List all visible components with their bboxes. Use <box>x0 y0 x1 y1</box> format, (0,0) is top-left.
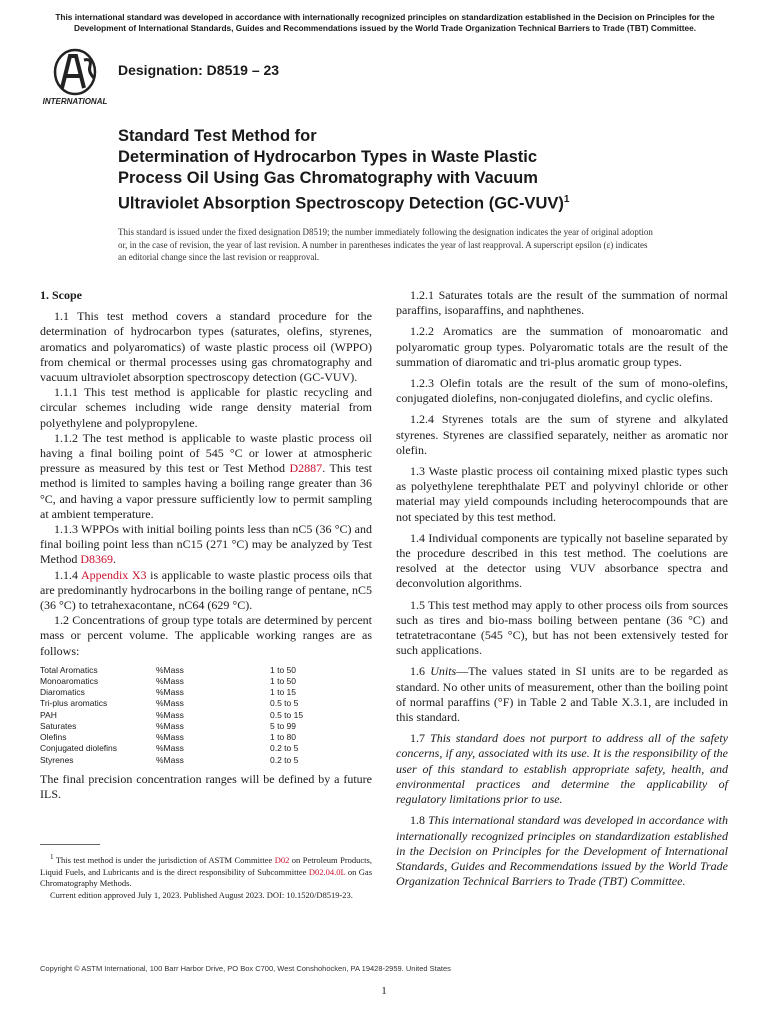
paragraph-1-1-2: 1.1.2 The test method is applicable to waste plastic process oil having a final boiling point of 545 °C or lower at atmospheric pressure as measured by this test or Test Method D2887. This test method is limited to samples having a boiling range greater than 36 °C, and having a vapor pressure sufficiently low to permit sampling at ambient temperature. <box>40 430 372 521</box>
range-row <box>40 732 372 743</box>
link-d02[interactable]: D02 <box>274 854 290 865</box>
paragraph-1-2-3: 1.2.3 Olefin totals are the result of the sum of mono-olefins, conjugated diolefins, non-conjugated diolefins, and cyclic olefins. <box>396 376 728 406</box>
range-unit: %Mass <box>156 687 184 698</box>
copyright-notice: Copyright © ASTM International, 100 Barr Harbor Drive, PO Box C700, West Conshohocken, PA 19428-2959. United States <box>40 964 451 973</box>
paragraph-1-3: 1.3 Waste plastic process oil containing mixed plastic types such as polyethylene terephthalate PET and polyvinyl chloride or other material may yield compounds including heterocompounds that are not speciated by this test method. <box>396 464 728 524</box>
range-value: 0.2 to 5 <box>270 743 299 754</box>
range-name: Conjugated diolefins <box>40 743 118 754</box>
range-value: 0.5 to 5 <box>270 698 299 709</box>
range-name: Tri-plus aromatics <box>40 698 108 709</box>
document-title <box>118 126 658 215</box>
footnote <box>40 852 372 902</box>
designation: Designation: D8519 – 23 <box>118 62 280 78</box>
section-heading-scope: 1. Scope <box>40 288 82 302</box>
astm-international-logo-icon <box>40 48 110 108</box>
title-line-3: Process Oil Using Gas Chromatography with Vacuum <box>118 169 538 187</box>
paragraph-1-2-2: 1.2.2 Aromatics are the summation of monoaromatic and polyaromatic group types. Polyaromatic totals are the result of the summation of diaromatic and tri-plus aromatic group types. <box>396 324 728 369</box>
right-column <box>396 288 728 889</box>
range-row <box>40 710 372 721</box>
paragraph-1-1-4: 1.1.4 Appendix X3 is applicable to waste plastic process oils that are predominantly hydrocarbons in the boiling range of pentane, nC5 (36 °C) to tetrahexacontane, nC64 (629 °C). <box>40 567 372 613</box>
range-unit: %Mass <box>156 709 184 720</box>
range-row <box>40 698 372 709</box>
paragraph-1-2: 1.2 Concentrations of group type totals are determined by percent mass or percent volume. The applicable working ranges are as follows: <box>40 613 372 658</box>
range-row <box>40 687 372 698</box>
range-name: Total Aromatics <box>40 664 98 675</box>
range-value: 0.2 to 5 <box>270 754 299 765</box>
range-value: 5 to 99 <box>270 720 296 731</box>
paragraph-1-5: 1.5 This test method may apply to other process oils from sources such as tires and bio-mass boiling between pentane (36 °C) and tetratetracontane (545 °C), but has not been extensively tested for such applications. <box>396 597 728 658</box>
range-value: 1 to 80 <box>270 732 296 743</box>
header-notice: This international standard was developed in accordance with internationally recognized principles on standardization established in the Decision on Principles for the Development of International Standards, Guides and Recommendations issued by the World Trade Organization Technical Barriers to Trade (TBT) Committee. <box>55 12 715 33</box>
range-unit: %Mass <box>156 732 184 743</box>
footnote-edition: Current edition approved July 1, 2023. Published August 2023. DOI: 10.1520/D8519-23. <box>50 890 353 901</box>
issue-note: This standard is issued under the fixed designation D8519; the number immediately following the designation indicates the year of original adoption or, in the case of revision, the year of last revision. A number in parentheses indicates the year of last reapproval. A superscript epsilon (ε) indicates an editorial change since the last revision or reapproval. <box>118 227 653 262</box>
footnote-divider <box>40 844 100 845</box>
range-name: Olefins <box>40 732 67 743</box>
range-value: 1 to 50 <box>270 676 296 687</box>
paragraph-1-1-3: 1.1.3 WPPOs with initial boiling points less than nC5 (36 °C) and final boiling point less than nC15 (271 °C) may be analyzed by Test Method D8369. <box>40 522 372 567</box>
range-name: PAH <box>40 709 57 720</box>
title-line-1: Standard Test Method for <box>118 127 317 145</box>
range-row <box>40 665 372 676</box>
link-appendix-x3[interactable]: Appendix X3 <box>80 567 147 582</box>
range-row <box>40 755 372 766</box>
range-row <box>40 676 372 687</box>
link-d2887[interactable]: D2887 <box>289 461 323 476</box>
title-footnote-mark: 1 <box>563 194 570 205</box>
paragraph-1-4: 1.4 Individual components are typically not baseline separated by the procedure described in this test method. The coelutions are resolved at the detector using VUV absorbance spectra and deconvolution algorithms. <box>396 530 728 591</box>
paragraph-1-6: 1.6 Units—The values stated in SI units are to be regarded as standard. No other units of measurement, other than the boiling point of normal paraffins (°F) in Table 2 and Table X.3.1, are included in this standard. <box>396 664 728 725</box>
range-value: 0.5 to 15 <box>270 709 304 720</box>
paragraph-1-2-4: 1.2.4 Styrenes totals are the sum of styrene and alkylated styrenes. Styrenes are classified separately, neither as aromatic nor olefin. <box>396 412 728 457</box>
left-column <box>40 288 372 802</box>
link-d02-04-0l[interactable]: D02.04.0L <box>308 866 346 877</box>
range-unit: %Mass <box>156 720 184 731</box>
range-name: Styrenes <box>40 754 74 765</box>
range-unit: %Mass <box>156 754 184 765</box>
logo-text: INTERNATIONAL <box>42 97 108 106</box>
range-value: 1 to 15 <box>270 687 296 698</box>
paragraph-1-7: 1.7 This standard does not purport to address all of the safety concerns, if any, associated with its use. It is the responsibility of the user of this standard to establish appropriate safety, health, and environmental practices and determine the applicability of regulatory limitations prior to use. <box>396 731 729 807</box>
paragraph-1-1: 1.1 This test method covers a standard procedure for the determination of hydrocarbon types (saturates, olefins, styrenes, aromatics and polyaromatics) of waste plastic process oil (WPPO) from chemical or thermal processes using gas chromatography and vacuum ultraviolet absorption spectroscopy detection (GC-VUV). <box>40 309 372 385</box>
astm-logo <box>40 48 110 108</box>
range-unit: %Mass <box>156 676 184 687</box>
range-row <box>40 721 372 732</box>
range-value: 1 to 50 <box>270 664 296 675</box>
working-ranges-table <box>40 665 372 766</box>
paragraph-1-8: 1.8 This international standard was developed in accordance with internationally recognized principles on standardization established in the Decision on Principles for the Development of International Standards, Guides and Recommendations issued by the World Trade Organization Technical Barriers to Trade (TBT) Committee. <box>396 813 729 889</box>
final-precision-note: The final precision concentration ranges will be defined by a future ILS. <box>40 771 372 801</box>
range-unit: %Mass <box>156 664 184 675</box>
range-row <box>40 743 372 754</box>
link-d8369[interactable]: D8369 <box>80 552 114 567</box>
paragraph-1-1-1: 1.1.1 This test method is applicable for plastic recycling and circular schemes including wide range density material from polyethylene and polypropylene. <box>40 385 372 430</box>
range-unit: %Mass <box>156 743 184 754</box>
footnote-jurisdiction: $^1$ This test method is under the jurisdiction of ASTM Committee D02 on Petroleum Products, Liquid Fuels, and Lubricants and is the direct responsibility of Subcommittee D02.04.0L on Gas Chromatography Methods. <box>40 853 372 889</box>
title-line-4: Ultraviolet Absorption Spectroscopy Detection $(GC-VUV)^1$ <box>118 194 570 213</box>
paragraph-1-2-1: 1.2.1 Saturates totals are the result of the summation of normal paraffins, isoparaffins, and naphthenes. <box>396 288 728 318</box>
range-unit: %Mass <box>156 698 184 709</box>
range-name: Diaromatics <box>40 687 85 698</box>
range-name: Saturates <box>40 720 77 731</box>
page-number: 1 <box>381 985 387 997</box>
range-name: Monoaromatics <box>40 676 99 687</box>
title-line-2: Determination of Hydrocarbon Types in Waste Plastic <box>118 148 538 166</box>
